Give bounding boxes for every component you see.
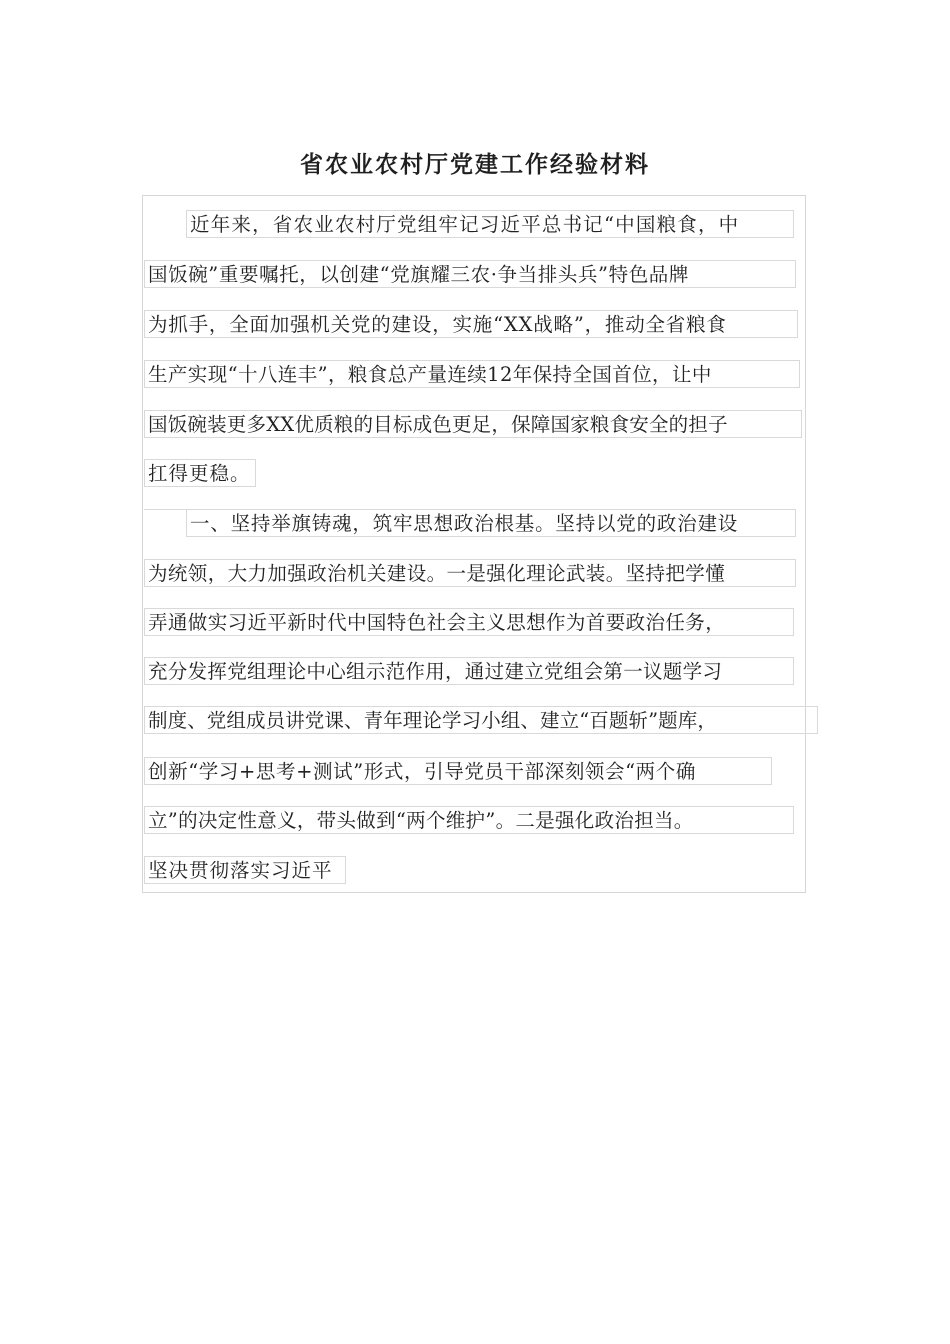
text-line-8: 为统领，大力加强政治机关建设。一是强化理论武装。坚持把学懂 (144, 559, 796, 587)
text-line-7: 一、坚持举旗铸魂，筑牢思想政治根基。坚持以党的政治建设 (186, 509, 796, 537)
text-line-4: 生产实现“十八连丰”，粮食总产量连续12年保持全国首位，让中 (144, 360, 800, 388)
text-line-3: 为抓手，全面加强机关党的建设，实施“XX战略”，推动全省粮食 (144, 310, 798, 338)
paragraph-indent-guide (144, 509, 190, 537)
text-line-5: 国饭碗装更多XX优质粮的目标成色更足，保障国家粮食安全的担子 (144, 410, 802, 438)
text-line-2: 国饭碗”重要嘱托，以创建“党旗耀三农·争当排头兵”特色品牌 (144, 260, 796, 288)
text-line-11: 制度、党组成员讲党课、青年理论学习小组、建立“百题斩”题库， (144, 706, 818, 734)
text-frame (142, 195, 806, 893)
text-line-14: 坚决贯彻落实习近平 (144, 856, 346, 884)
text-line-9: 弄通做实习近平新时代中国特色社会主义思想作为首要政治任务， (144, 608, 794, 636)
document-title: 省农业农村厅党建工作经验材料 (300, 152, 650, 178)
text-line-6: 扛得更稳。 (144, 459, 256, 487)
text-line-12: 创新“学习+思考+测试”形式，引导党员干部深刻领会“两个确 (144, 757, 772, 785)
text-line-13: 立”的决定性意义，带头做到“两个维护”。二是强化政治担当。 (144, 806, 794, 834)
text-line-10: 充分发挥党组理论中心组示范作用，通过建立党组会第一议题学习 (144, 657, 794, 685)
text-line-1: 近年来，省农业农村厅党组牢记习近平总书记“中国粮食，中 (186, 210, 794, 238)
